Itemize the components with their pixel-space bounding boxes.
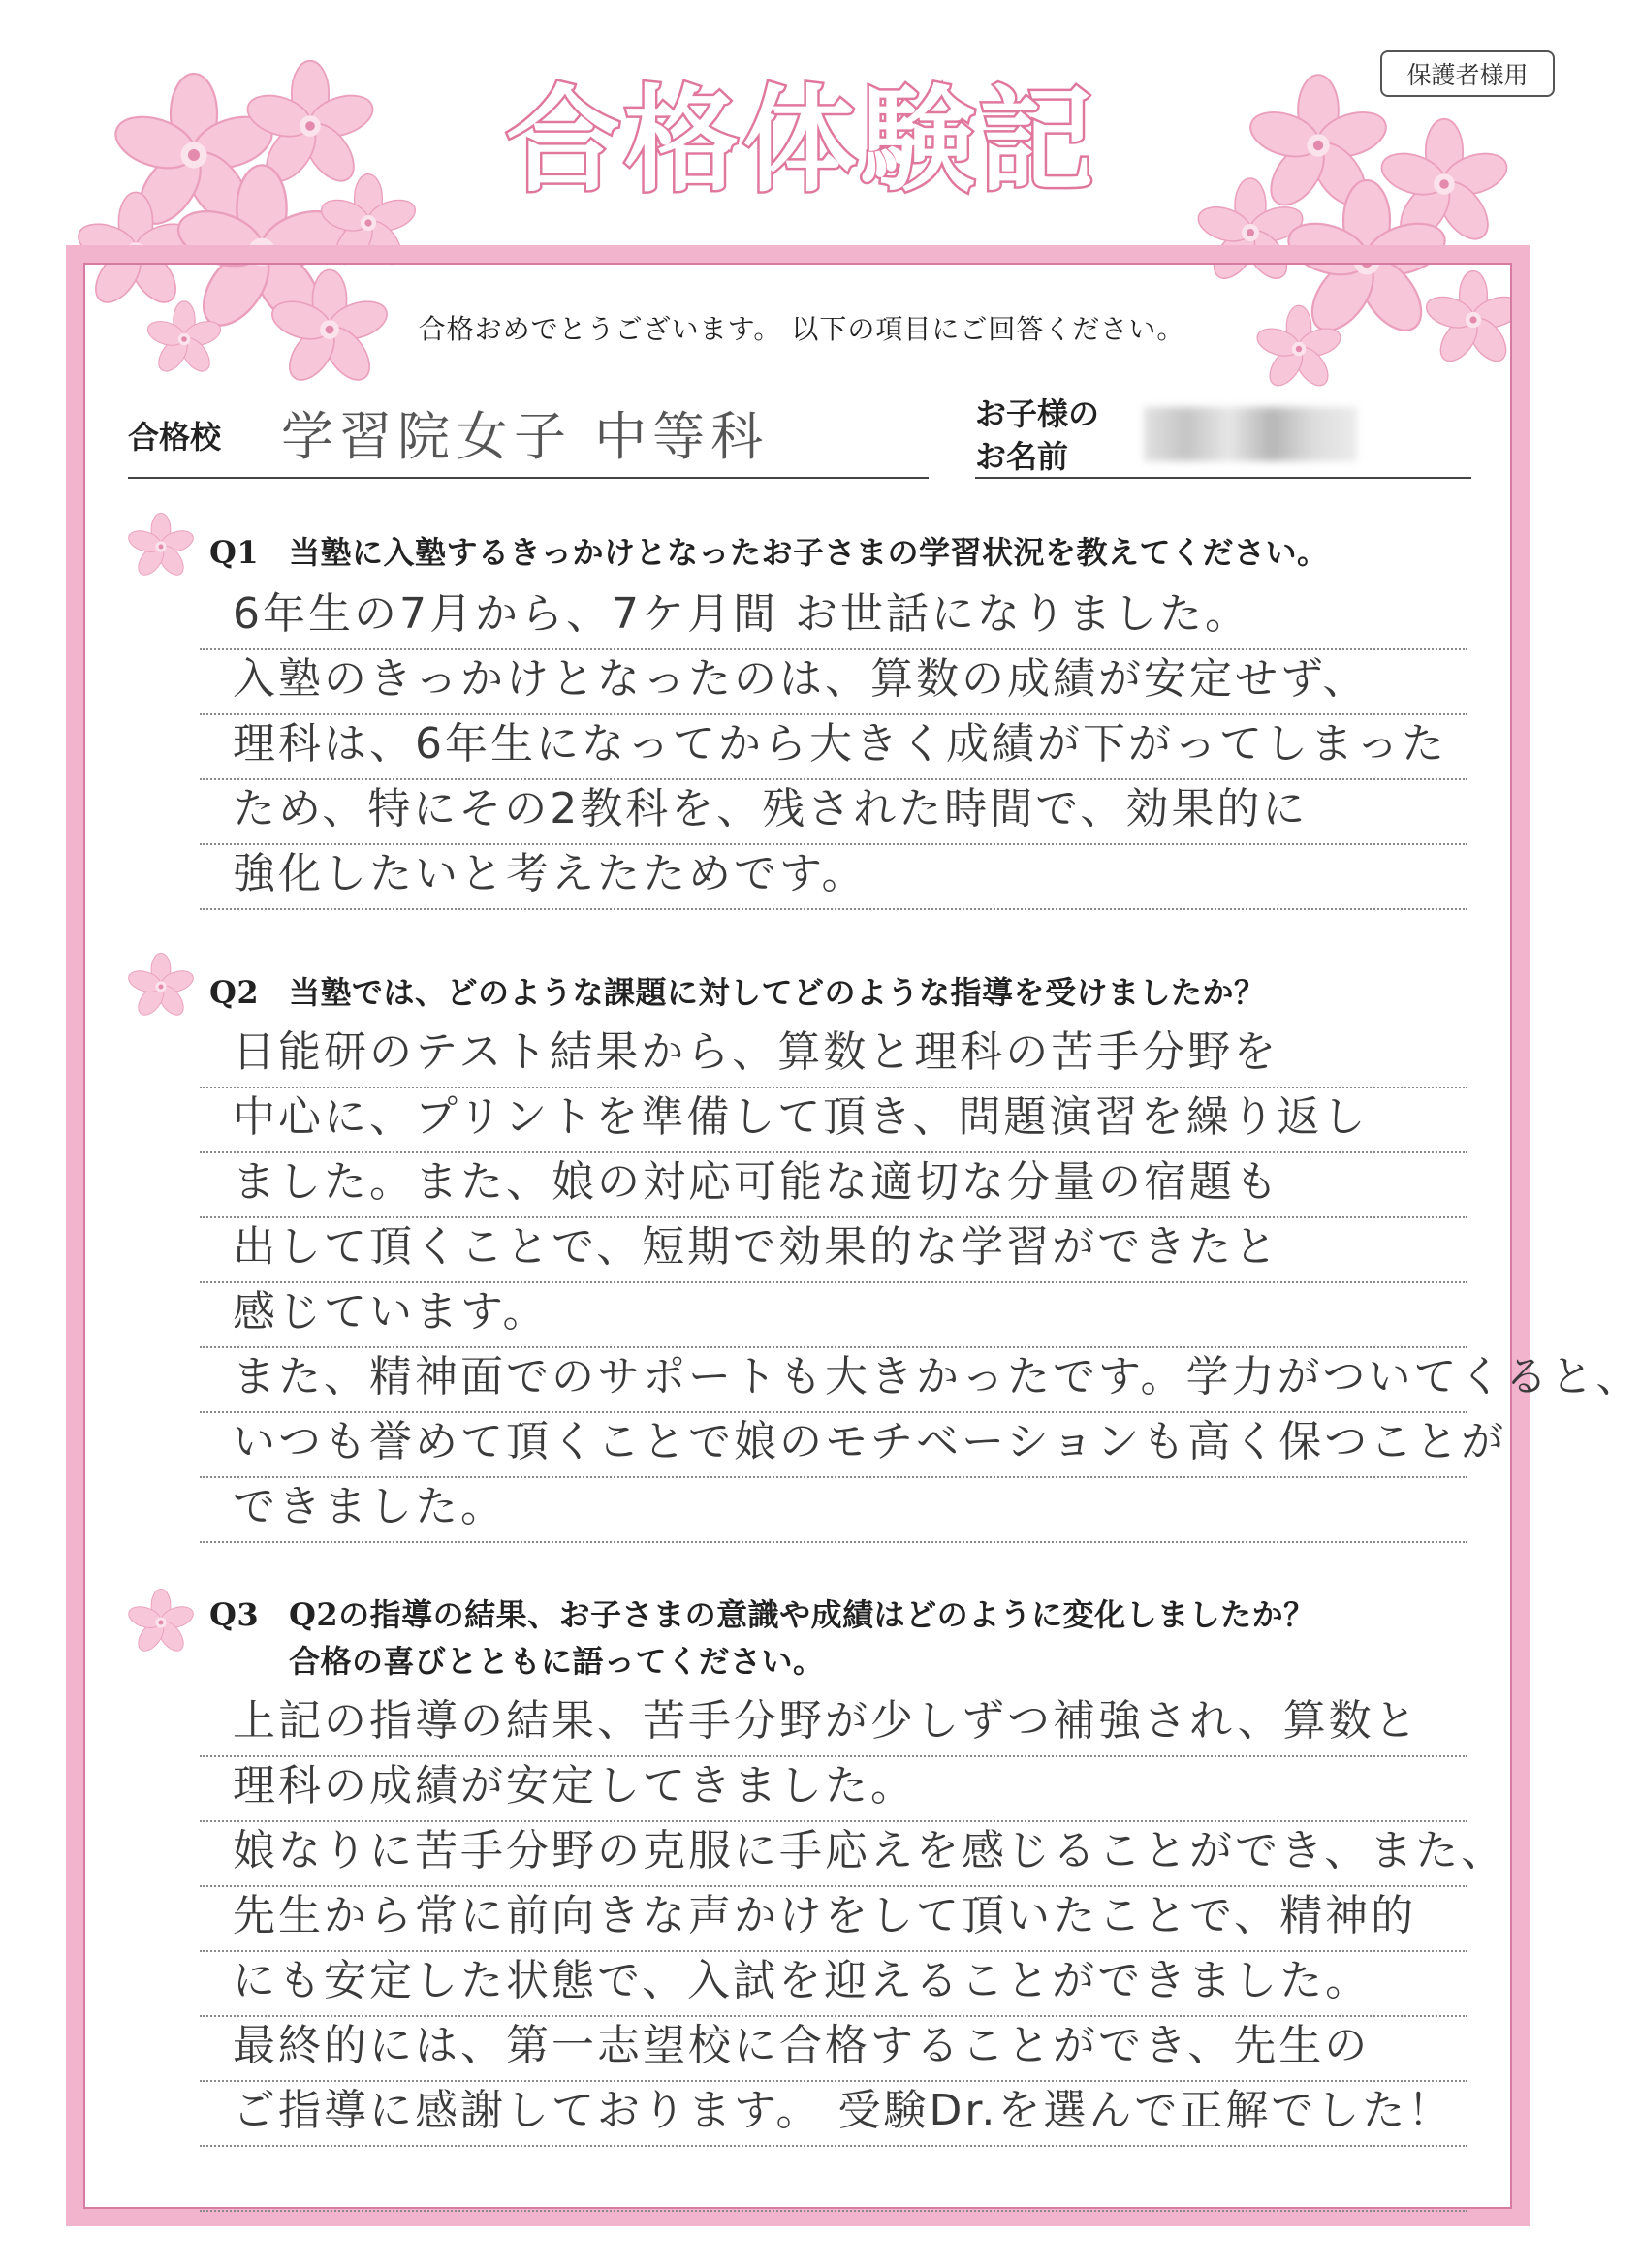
q1-answer-line: 入塾のきっかけとなったのは、算数の成績が安定せず、 xyxy=(233,654,1369,704)
q3-answer-line: にも安定した状態で、入試を迎えることができました。 xyxy=(233,1956,1372,2005)
q2-number: Q2 xyxy=(209,974,260,1011)
q3-answer-line: 理科の成績が安定してきました。 xyxy=(233,1761,916,1811)
q3-answer-line: 上記の指導の結果、苦手分野が少しずつ補強され、算数と xyxy=(233,1696,1420,1746)
school-underline xyxy=(128,477,929,479)
q3-answer-line: 最終的には、第一志望校に合格することができ、先生の xyxy=(233,2021,1371,2070)
q1-text: 当塾に入塾するきっかけとなったお子さまの学習状況を教えてください。 xyxy=(289,534,1329,571)
q2-answer-line: 感じています。 xyxy=(233,1287,549,1337)
q1-answer-line: 6年生の7月から、7ケ月間 お世話になりました。 xyxy=(233,589,1250,639)
q3-answer-line: ご指導に感謝しております。 受験Dr.を選んで正解でした！ xyxy=(233,2086,1454,2135)
q3-title xyxy=(209,1593,1315,1636)
flower-bullet-icon xyxy=(124,950,198,1024)
child-name-label-line2: お名前 xyxy=(975,438,1069,475)
q3-number: Q3 xyxy=(209,1596,260,1633)
school-value: 学習院女子 中等科 xyxy=(281,406,770,467)
q2-answer-line: 出して頂くことで、短期で効果的な学習ができたと xyxy=(233,1222,1280,1272)
q2-answer-line: ました。また、娘の対応可能な適切な分量の宿題も xyxy=(233,1157,1280,1207)
q2-answer-line: 日能研のテスト結果から、算数と理科の苦手分野を xyxy=(233,1027,1279,1077)
q3-text-line2: 合格の喜びとともに語ってください。 xyxy=(289,1643,825,1680)
child-name-underline xyxy=(975,477,1471,479)
flower-bullet-icon xyxy=(124,1586,198,1659)
q2-title xyxy=(209,971,1266,1014)
q3-answer-line: 娘なりに苦手分野の克服に手応えを感じることができ、また、 xyxy=(233,1826,1507,1875)
q3-answer-line: 先生から常に前向きな声かけをして頂いたことで、精神的 xyxy=(233,1891,1417,1940)
intro-text: 合格おめでとうございます。 以下の項目にご回答ください。 xyxy=(418,313,1185,345)
q2-answer-line: また、精神面でのサポートも大きかったです。学力がついてくると、 xyxy=(233,1352,1641,1402)
q2-text: 当塾では、どのような課題に対してどのような指導を受けましたか？ xyxy=(289,974,1266,1011)
q3-answer xyxy=(233,1692,1507,2147)
q1-answer-line: ため、特にその2教科を、残された時間で、効果的に xyxy=(233,784,1309,834)
q1-number: Q1 xyxy=(209,534,260,571)
q1-title xyxy=(209,531,1329,574)
flower-bullet-icon xyxy=(124,510,198,583)
q1-answer-line: 強化したいと考えたためです。 xyxy=(233,849,868,898)
page-title: 合格体験記 xyxy=(505,74,1097,207)
child-name-label-line1: お子様の xyxy=(975,395,1100,432)
q2-answer-line: いつも誉めて頂くことで娘のモチベーションも高く保つことが xyxy=(233,1417,1507,1466)
school-label: 合格校 xyxy=(128,419,222,456)
q2-answer-line: 中心に、プリントを準備して頂き、問題演習を繰り返し xyxy=(233,1092,1369,1142)
q1-answer-line: 理科は、6年生になってから大きく成績が下がってしまった xyxy=(233,719,1447,769)
q2-answer-line: できました。 xyxy=(233,1482,506,1531)
q2-answer xyxy=(233,1024,1641,1543)
audience-tag: 保護者様用 xyxy=(1380,50,1555,97)
q3-title-line2 xyxy=(289,1640,825,1683)
q3-text: Q2の指導の結果、お子さまの意識や成績はどのように変化しましたか？ xyxy=(289,1596,1315,1633)
q1-answer xyxy=(233,585,1473,910)
redacted-name xyxy=(1144,407,1357,461)
